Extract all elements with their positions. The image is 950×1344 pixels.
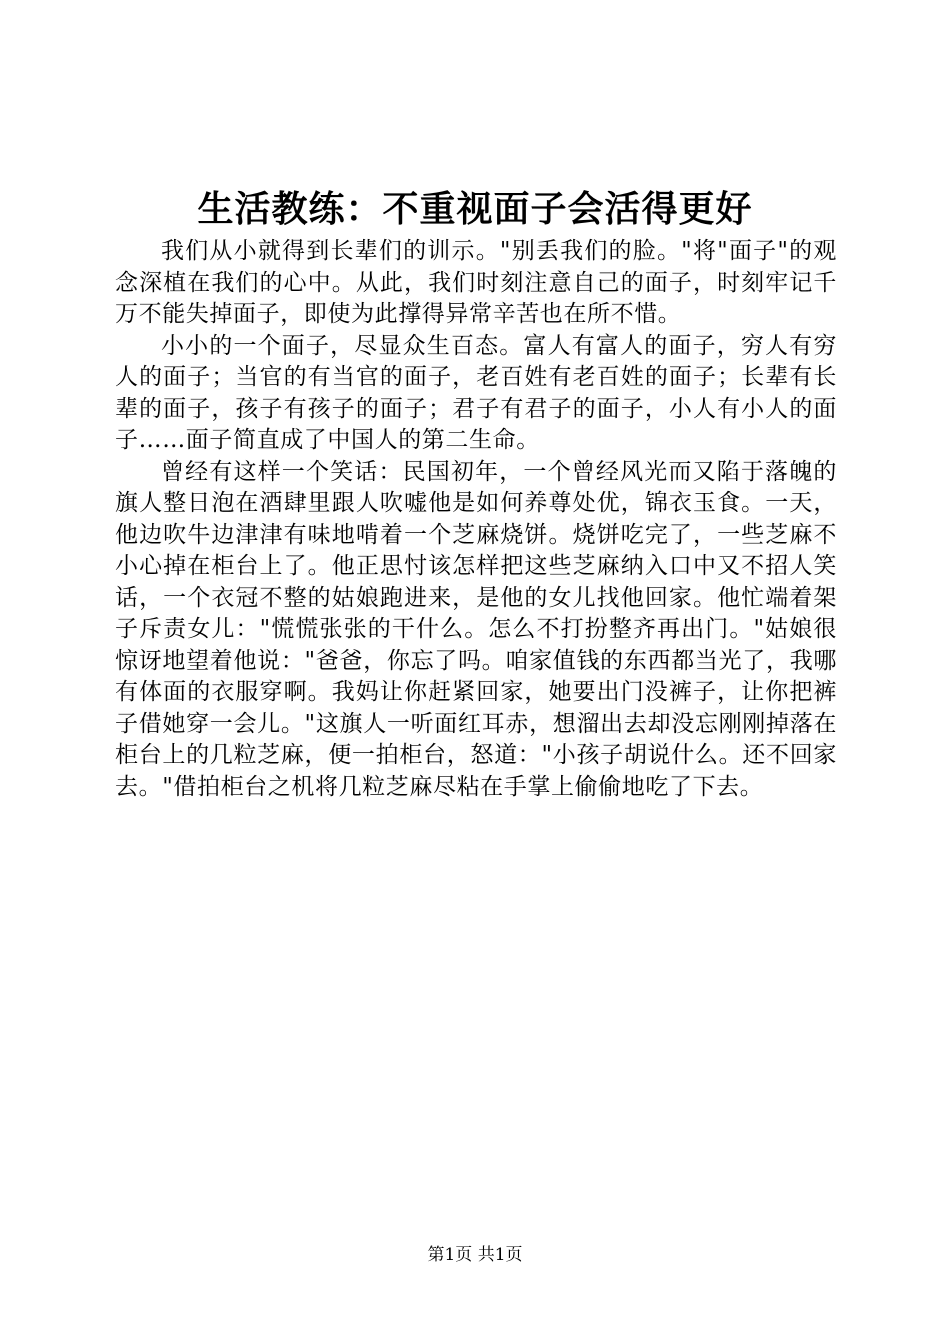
- document-title: 生活教练：不重视面子会活得更好: [197, 188, 753, 230]
- page-footer: 第1页 共1页: [427, 1245, 523, 1265]
- paragraph-3: 曾经有这样一个笑话：民国初年，一个曾经风光而又陷于落魄的旗人整日泡在酒肆里跟人吹嘘他是如何养尊处优，锦衣玉食。一天，他边吹牛边津津有味地啃着一个芝麻烧饼。烧饼吃完了，一些芝麻不小心掉在柜台上了。他正思忖该怎样把这些芝麻纳入口中又不招人笑话，一个衣冠不整的姑娘跑进来，是他的女儿找他回家。他忙端着架子斥责女儿："慌慌张张的干什么。怎么不打扮整齐再出门。"姑娘很惊讶地望着他说："爸爸，你忘了吗。咱家值钱的东西都当光了，我哪有体面的衣服穿啊。我妈让你赶紧回家，她要出门没裤子，让你把裤子借她穿一会儿。"这旗人一听面红耳赤，想溜出去却没忘刚刚掉落在柜台上的几粒芝麻，便一拍柜台，怒道："小孩子胡说什么。还不回家去。"借拍柜台之机将几粒芝麻尽粘在手掌上偷偷地吃了下去。: [115, 458, 837, 800]
- paragraph-2: 小小的一个面子，尽显众生百态。富人有富人的面子，穷人有穷人的面子；当官的有当官的面子，老百姓有老百姓的面子；长辈有长辈的面子，孩子有孩子的面子；君子有君子的面子，小人有小人的面子……面子简直成了中国人的第二生命。: [115, 332, 837, 453]
- paragraph-1: 我们从小就得到长辈们的训示。"别丢我们的脸。"将"面子"的观念深植在我们的心中。从此，我们时刻注意自己的面子，时刻牢记千万不能失掉面子，即使为此撑得异常辛苦也在所不惜。: [115, 238, 837, 327]
- document-body: [115, 236, 837, 803]
